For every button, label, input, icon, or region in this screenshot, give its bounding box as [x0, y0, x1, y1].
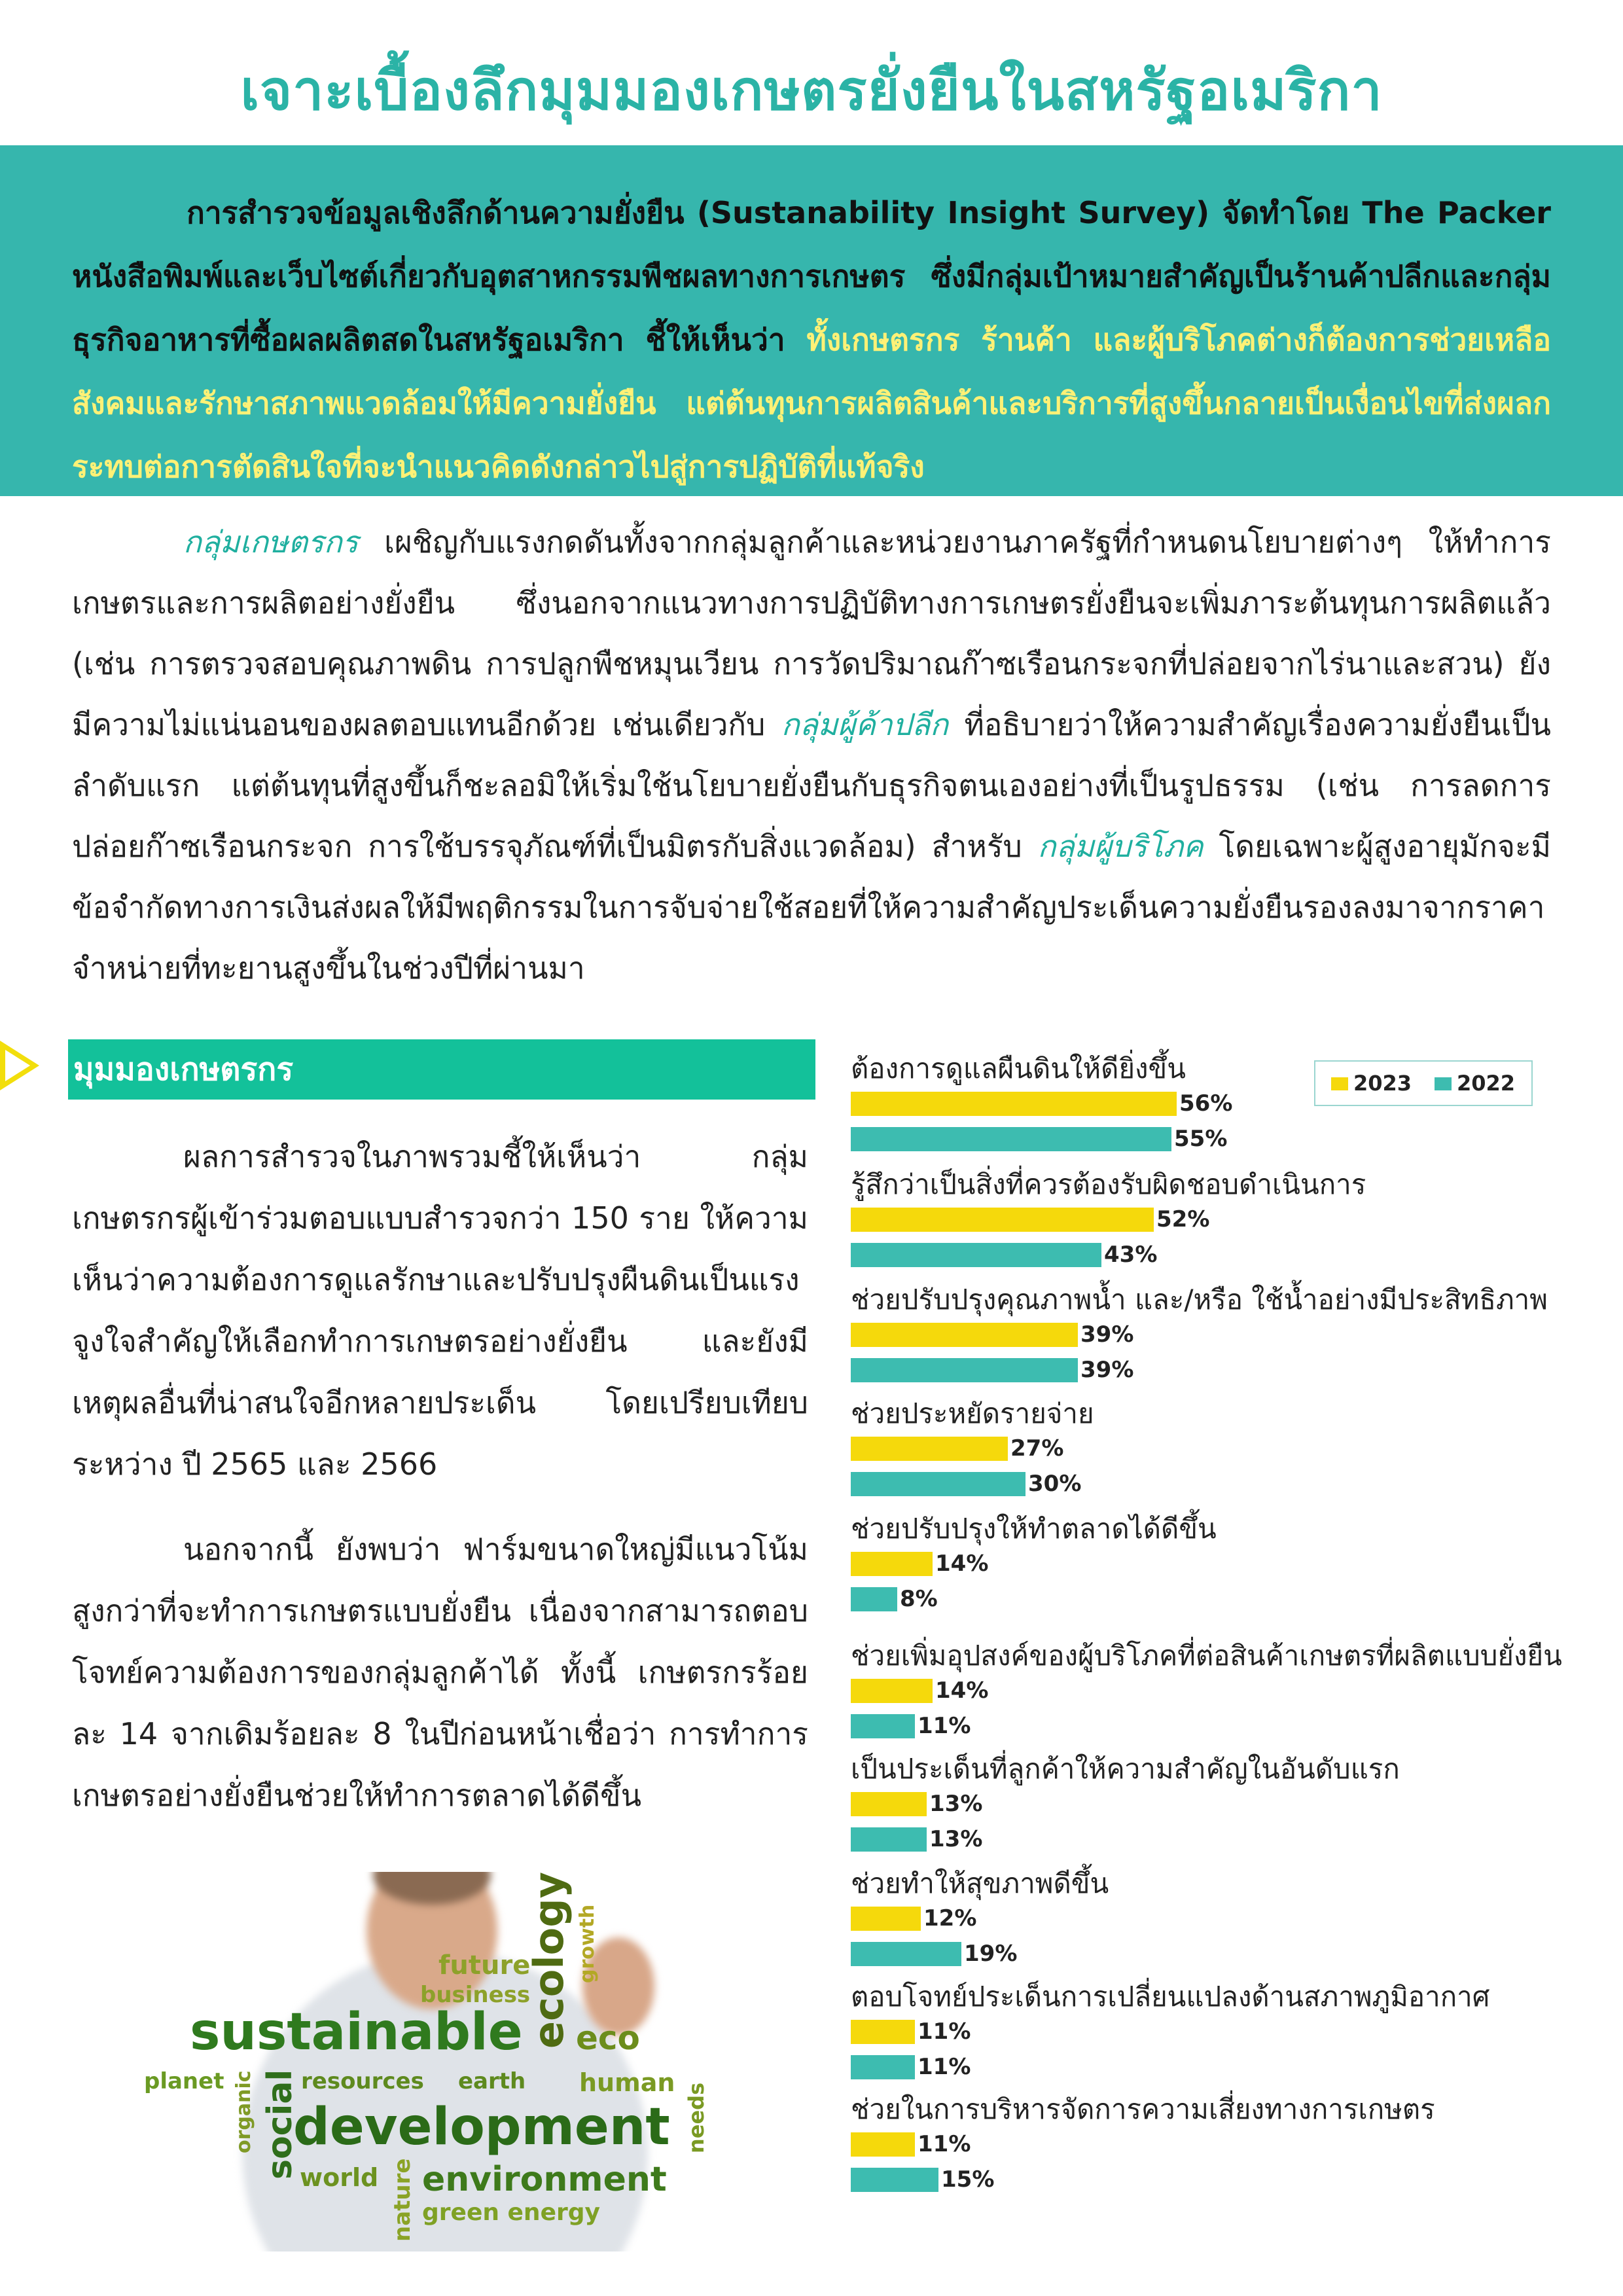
word-planet: planet: [144, 2068, 224, 2094]
value-label-2023: 11%: [918, 2018, 971, 2045]
word-organic: organic: [232, 2070, 255, 2153]
bar-2022: [851, 1472, 1026, 1496]
bar-2023: [851, 1792, 927, 1816]
category-label: รู้สึกว่าเป็นสิ่งที่ควรต้องรับผิดชอบดำเนินการ: [851, 1168, 1366, 1200]
bar-2022: [851, 1127, 1171, 1151]
word-development: development: [293, 2098, 670, 2157]
value-label-2022: 13%: [929, 1826, 983, 1852]
word-resources: resources: [301, 2068, 424, 2094]
section-paragraph-2: นอกจากนี้ ยังพบว่า ฟาร์มขนาดใหญ่มีแนวโน้มสูงกว่าที่จะทำการเกษตรแบบยั่งยืน เนื่องจากสามารถตอบโจทย์ความต้องการของกลุ่มลูกค้าได้ ทั้งนี้ เกษตรกรร้อยละ 14 จากเดิมร้อยละ 8 ในปีก่อนหน้าเชื่อว่า การทำการเกษตรอย่างยั่งยืนช่วยให้ทำการตลาดได้ดีขึ้น: [72, 1532, 808, 1813]
bar-2023: [851, 1208, 1154, 1232]
bar-2023: [851, 2020, 915, 2044]
word-needs: needs: [684, 2082, 709, 2153]
value-label-2022: 19%: [964, 1941, 1018, 1967]
banner-text-main: การสำรวจข้อมูลเชิงลึกด้านความยั่งยืน (Sustanability Insight Survey) จัดทำโดย The Packer หนังสือพิมพ์และเว็บไซต์เกี่ยวกับอุตสาหกรรมพืชผลทางการเกษตร ซึ่งมีกลุ่มเป้าหมายสำคัญเป็นร้านค้าปลีกและกลุ่มธุรกิจอาหารที่ซื้อผลผลิตสดในสหรัฐอเมริกา ชี้ให้เห็นว่า: [72, 195, 1551, 357]
intro-paragraph: [72, 512, 1551, 999]
word-business: business: [420, 1982, 531, 2008]
word-eco: eco: [576, 2019, 640, 2057]
bar-2022: [851, 1358, 1078, 1382]
bar-2023: [851, 1437, 1008, 1461]
word-ecology: ecology: [525, 1872, 573, 2049]
category-label: ช่วยเพิ่มอุปสงค์ของผู้บริโภคที่ต่อสินค้าเกษตรที่ผลิตแบบยั่งยืน: [851, 1640, 1562, 1672]
bar-2023: [851, 2132, 915, 2157]
value-label-2023: 52%: [1156, 1206, 1210, 1232]
bar-2023: [851, 1552, 933, 1576]
value-label-2023: 11%: [918, 2131, 971, 2157]
chart-legend: [1314, 1060, 1533, 1106]
category-label: เป็นประเด็นที่ลูกค้าให้ความสำคัญในอันดับแรก: [851, 1753, 1400, 1785]
word-human: human: [579, 2068, 675, 2097]
section-heading: มุมมองเกษตรกร: [68, 1039, 815, 1100]
sustainability-word-cloud-image: [124, 1872, 720, 2251]
bar-2022: [851, 2168, 938, 2192]
keyword-farmers: กลุ่มเกษตรกร: [183, 524, 359, 560]
page-title: เจาะเบื้องลึกมุมมองเกษตรยั่งยืนในสหรัฐอเมริกา: [240, 58, 1383, 122]
intro-text-3: โดยเฉพาะผู้สูงอายุมักจะมีข้อจำกัดทางการเงินส่งผลให้มีพฤติกรรมในการจับจ่ายใช้สอยที่ให้ความสำคัญประเด็นความยั่งยืนรองลงมาจากราคาจำหน่ายที่ทะยานสูงขึ้นในช่วงปีที่ผ่านมา: [72, 829, 1551, 986]
word-world: world: [300, 2163, 379, 2192]
bar-2022: [851, 1243, 1101, 1267]
value-label-2023: 56%: [1179, 1090, 1233, 1117]
value-label-2023: 12%: [923, 1905, 977, 1931]
value-label-2022: 55%: [1174, 1126, 1228, 1152]
motivation-bar-chart: [851, 1047, 1610, 2278]
legend-label-2022: 2022: [1457, 1071, 1516, 1096]
keyword-consumers: กลุ่มผู้บริโภค: [1037, 829, 1204, 864]
legend-label-2023: 2023: [1353, 1071, 1412, 1096]
intro-text-2: ที่อธิบายว่าให้ความสำคัญเรื่องความยั่งยืนเป็นลำดับแรก แต่ต้นทุนที่สูงขึ้นก็ชะลอมิให้เริ่มใช้นโยบายยั่งยืนกับธุรกิจตนเองอย่างที่เป็นรูปธรรม (เช่น การลดการปล่อยก๊าซเรือนกระจก การใช้บรรจุภัณฑ์ที่เป็นมิตรกับสิ่งแวดล้อม) สำหรับ: [72, 707, 1551, 864]
bar-2022: [851, 1714, 915, 1738]
value-label-2022: 39%: [1080, 1357, 1134, 1383]
value-label-2022: 43%: [1104, 1242, 1158, 1268]
category-label: ช่วยประหยัดรายจ่าย: [851, 1397, 1094, 1429]
bar-2022: [851, 1827, 927, 1852]
word-environment: environment: [422, 2160, 667, 2199]
value-label-2023: 14%: [935, 1551, 989, 1577]
word-growth: growth: [576, 1904, 599, 1983]
section-arrow-inner: [5, 1050, 30, 1081]
bar-2023: [851, 1092, 1177, 1116]
word-earth: earth: [458, 2068, 526, 2094]
value-label-2022: 15%: [941, 2166, 995, 2193]
word-sustainable: sustainable: [190, 2003, 523, 2062]
category-label: ช่วยในการบริหารจัดการความเสี่ยงทางการเกษตร: [851, 2093, 1435, 2125]
summary-banner: [0, 145, 1623, 496]
bar-2022: [851, 1587, 897, 1611]
bar-2023: [851, 1679, 933, 1703]
bar-2023: [851, 1907, 921, 1931]
intro-text-1: เผชิญกับแรงกดดันทั้งจากกลุ่มลูกค้าและหน่วยงานภาครัฐที่กำหนดนโยบายต่างๆ ให้ทำการเกษตรและการผลิตอย่างยั่งยืน ซึ่งนอกจากแนวทางการปฏิบัติทางการเกษตรยั่งยืนจะเพิ่มภาระต้นทุนการผลิตแล้ว (เช่น การตรวจสอบคุณภาพดิน การปลูกพืชหมุนเวียน การวัดปริมาณก๊าซเรือนกระจกที่ปล่อยจากไร่นาและสวน) ยังมีความไม่แน่นอนของผลตอบแทนอีกด้วย เช่นเดียวกับ: [72, 524, 1551, 742]
value-label-2023: 27%: [1010, 1435, 1064, 1462]
banner-text: [72, 181, 1551, 499]
value-label-2022: 8%: [900, 1586, 938, 1612]
word-nature: nature: [389, 2158, 416, 2242]
bar-2022: [851, 1942, 961, 1966]
value-label-2023: 39%: [1080, 1321, 1134, 1348]
value-label-2023: 13%: [929, 1791, 983, 1817]
word-future: future: [438, 1950, 531, 1981]
bar-2023: [851, 1323, 1078, 1347]
bar-2022: [851, 2055, 915, 2079]
word-green-energy: green energy: [422, 2199, 600, 2226]
value-label-2022: 11%: [918, 2054, 971, 2080]
value-label-2022: 30%: [1028, 1471, 1082, 1497]
category-label: ต้องการดูแลผืนดินให้ดียิ่งขึ้น: [851, 1052, 1186, 1085]
value-label-2023: 14%: [935, 1677, 989, 1704]
category-label: ตอบโจทย์ประเด็นการเปลี่ยนแปลงด้านสภาพภูมิอากาศ: [851, 1981, 1490, 2013]
banner-text-highlight: ทั้งเกษตรกร ร้านค้า และผู้บริโภคต่างก็ต้องการช่วยเหลือสังคมและรักษาสภาพแวดล้อมให้มีความยั่งยืน แต่ต้นทุนการผลิตสินค้าและบริการที่สูงขึ้นกลายเป็นเงื่อนไขที่ส่งผลกระทบต่อการตัดสินใจที่จะนำแนวคิดดังกล่าวไปสู่การปฏิบัติที่แท้จริง: [72, 322, 1551, 484]
legend-swatch-2022: [1435, 1077, 1452, 1090]
value-label-2022: 11%: [918, 1713, 971, 1739]
category-label: ช่วยปรับปรุงคุณภาพน้ำ และ/หรือ ใช้น้ำอย่างมีประสิทธิภาพ: [851, 1283, 1548, 1316]
legend-swatch-2023: [1331, 1077, 1348, 1090]
category-label: ช่วยปรับปรุงให้ทำตลาดได้ดีขึ้น: [851, 1513, 1217, 1545]
keyword-retailers: กลุ่มผู้ค้าปลีก: [781, 707, 948, 742]
section-paragraph-1: ผลการสำรวจในภาพรวมชี้ให้เห็นว่า กลุ่มเกษตรกรผู้เข้าร่วมตอบแบบสำรวจกว่า 150 ราย ให้ความเห็นว่าความต้องการดูแลรักษาและปรับปรุงผืนดินเป็นแรงจูงใจสำคัญให้เลือกทำการเกษตรอย่างยั่งยืน และยังมีเหตุผลอื่นที่น่าสนใจอีกหลายประเด็น โดยเปรียบเทียบระหว่าง ปี 2565 และ 2566: [72, 1139, 808, 1482]
category-label: ช่วยทำให้สุขภาพดีขึ้น: [851, 1867, 1109, 1899]
word-social: social: [260, 2069, 300, 2179]
